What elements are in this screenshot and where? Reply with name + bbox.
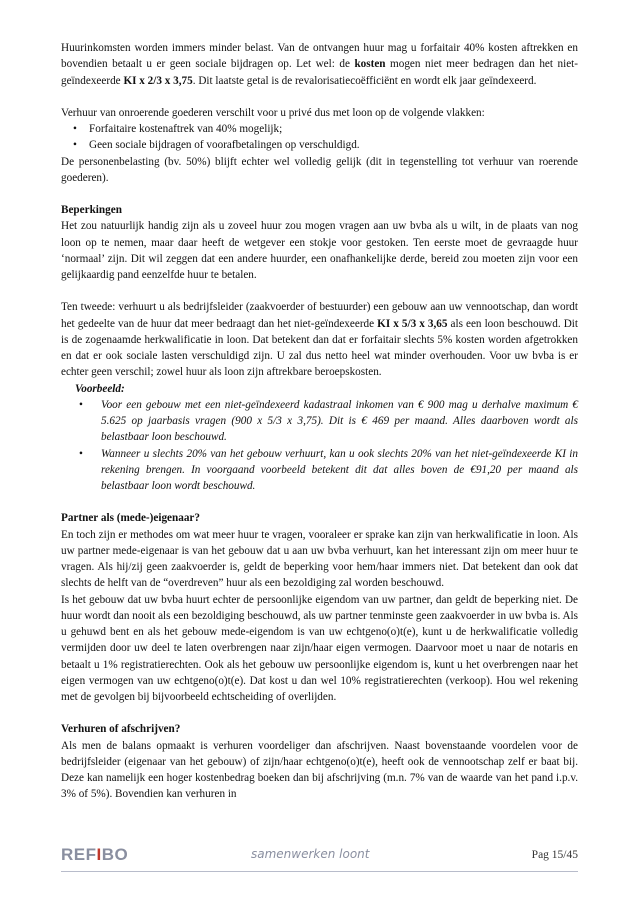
refibo-logo: REFIBO [61,845,129,864]
verhuren-paragraph-1: Als men de balans opmaakt is verhuren voordeliger dan afschrijven. Naast bovenstaande voordelen voor de bedrijfsleider (eigenaar van het gebouw) of zijn/haar echtgeno(o)t(e), heeft ook de vennootschap zelf er baat bij. Deze kan namelijk een hoger kostenbedrag boeken dan bij afschrijving (m.n. 7% van de waarde van het pand i.p.v. 3% of 5%). Bovendien kan verhuren in [61,739,578,801]
heading-verhuren: Verhuren of afschrijven? [61,723,181,736]
bullet-icon: • [79,398,83,411]
list-item: • Wanneer u slechts 20% van het gebouw verhuurt, kan u ook slechts 20% van het niet-geïndexeerde KI in rekening brengen. In voorgaand voorbeeld betekent dit dat alles boven de €91,20 per maand als belastbaar loon wordt beschouwd. [79,447,578,492]
example-title: Voorbeeld: [75,382,125,395]
bullet-icon: • [73,139,77,152]
intro-paragraph-3: De personenbelasting (bv. 50%) blijft echter wel volledig gelijk (dit in tegenstelling tot verhuur van roerende goederen). [61,155,578,184]
partner-paragraph-1: En toch zijn er methodes om wat meer huur te vragen, vooraleer er sprake kan zijn van herkwalificatie in loon. Als uw partner mede-eigenaar is van het gebouw dat u aan uw bvba verhuurt, kan het interessant zijn om meer huur te vragen. Als hij/zij geen zaakvoerder is, geldt de beperking voor hem/haar immers niet. Dat betekent dan ook dat slechts de helft van de “overdreven” huur als een bezoldiging zal worden beschouwd. [61,528,578,590]
list-item: • Voor een gebouw met een niet-geïndexeerd kadastraal inkomen van € 900 mag u derhalve maximum € 5.625 op jaarbasis vragen (900 x 5/3 x 3,75). Dit is € 469 per maand. Alles daarboven wordt als belastbaar loon beschouwd. [79,398,578,444]
page-number: Pag 15/45 [531,849,578,861]
intro-bullet-list [61,121,578,154]
example-bullet-list [75,397,578,495]
footer-divider [61,871,578,872]
heading-beperkingen: Beperkingen [61,204,122,216]
bold-ki-formula-2: KI x 5/3 x 3,65 [377,317,448,330]
intro-paragraph-2: Verhuur van onroerende goederen verschilt voor u privé dus met loon op de volgende vlakken: [61,106,485,119]
bullet-icon: • [79,447,83,460]
partner-paragraph-2: Is het gebouw dat uw bvba huurt echter de persoonlijke eigendom van uw partner, dan geldt de beperking niet. De huur wordt dan nooit als een bezoldiging beschouwd, als uw partner tenminste geen zaakvoerder in uw bvba is. Als u gehuwd bent en als het gebouw mede-eigendom is van uw echtgeno(o)t(e), kunt u de herkwalificatie volledig vermijden door uw deel te laten overbrengen naar zijn/haar eigen vermogen. Daarvoor moet u naar de notaris en betaalt u 1% registratierechten. Ook als het gebouw uw persoonlijke eigendom is, kunt u het overbrengen naar het eigen vermogen van uw echtgeno(o)t(e). Dat kost u dan wel 10% registratierechten (verkoop). Hou wel rekening met de gevolgen bij bijvoorbeeld echtscheiding of overlijden. [61,593,578,703]
bold-ki-formula-1: KI x 2/3 x 3,75 [123,74,193,87]
example-block [61,381,578,495]
intro-paragraph-1: Huurinkomsten worden immers minder belast. Van de ontvangen huur mag u forfaitair 40% kosten aftrekken en bovendien betaalt u er geen sociale bijdragen op. Let wel: de kosten mogen niet meer bedragen dan het niet-geïndexeerde KI x 2/3 x 3,75. Dit laatste getal is de revalorisatiecoëfficiënt en wordt elk jaar geïndexeerd. [61,42,578,87]
document-body [61,40,578,803]
list-item: • Forfaitaire kostenaftrek van 40% mogelijk; [61,121,578,137]
heading-partner: Partner als (mede-)eigenaar? [61,512,200,525]
bullet-icon: • [73,123,77,135]
page-footer [61,845,578,873]
beperkingen-paragraph-2: Ten tweede: verhuurt u als bedrijfsleider (zaakvoerder of bestuurder) een gebouw aan uw vennootschap, dan wordt het gedeelte van de huur dat meer bedraagt dan het niet-geïndexeerde KI x 5/3 x 3,65 als een loon beschouwd. Dit is de zogenaamde herkwalificatie in loon. Dat betekent dan dat er forfaitair slechts 5% kosten worden afgetrokken en dat er ook sociale lasten verschuldigd zijn. U zal dus netto heel wat minder overhouden. Voor uw bvba is er echter geen verschil; zowel huur als loon zijn aftrekbare beroepskosten. [61,301,578,379]
list-item: • Geen sociale bijdragen of voorafbetalingen op verschuldigd. [61,137,578,153]
bold-kosten: kosten [354,58,386,71]
footer-slogan: samenwerken loont [251,847,370,861]
beperkingen-paragraph-1: Het zou natuurlijk handig zijn als u zoveel huur zou mogen vragen aan uw bvba als u wilt, in de plaats van nog loon op te nemen, maar daar heeft de wetgever een stokje voor gestoken. Ten eerste moet de gevraagde huur ‘normaal’ zijn. Dit wil zeggen dat een andere huurder, een onafhankelijke derde, bereid zou moeten zijn voor een gelijkaardig pand eenzelfde huur te betalen. [61,220,578,281]
